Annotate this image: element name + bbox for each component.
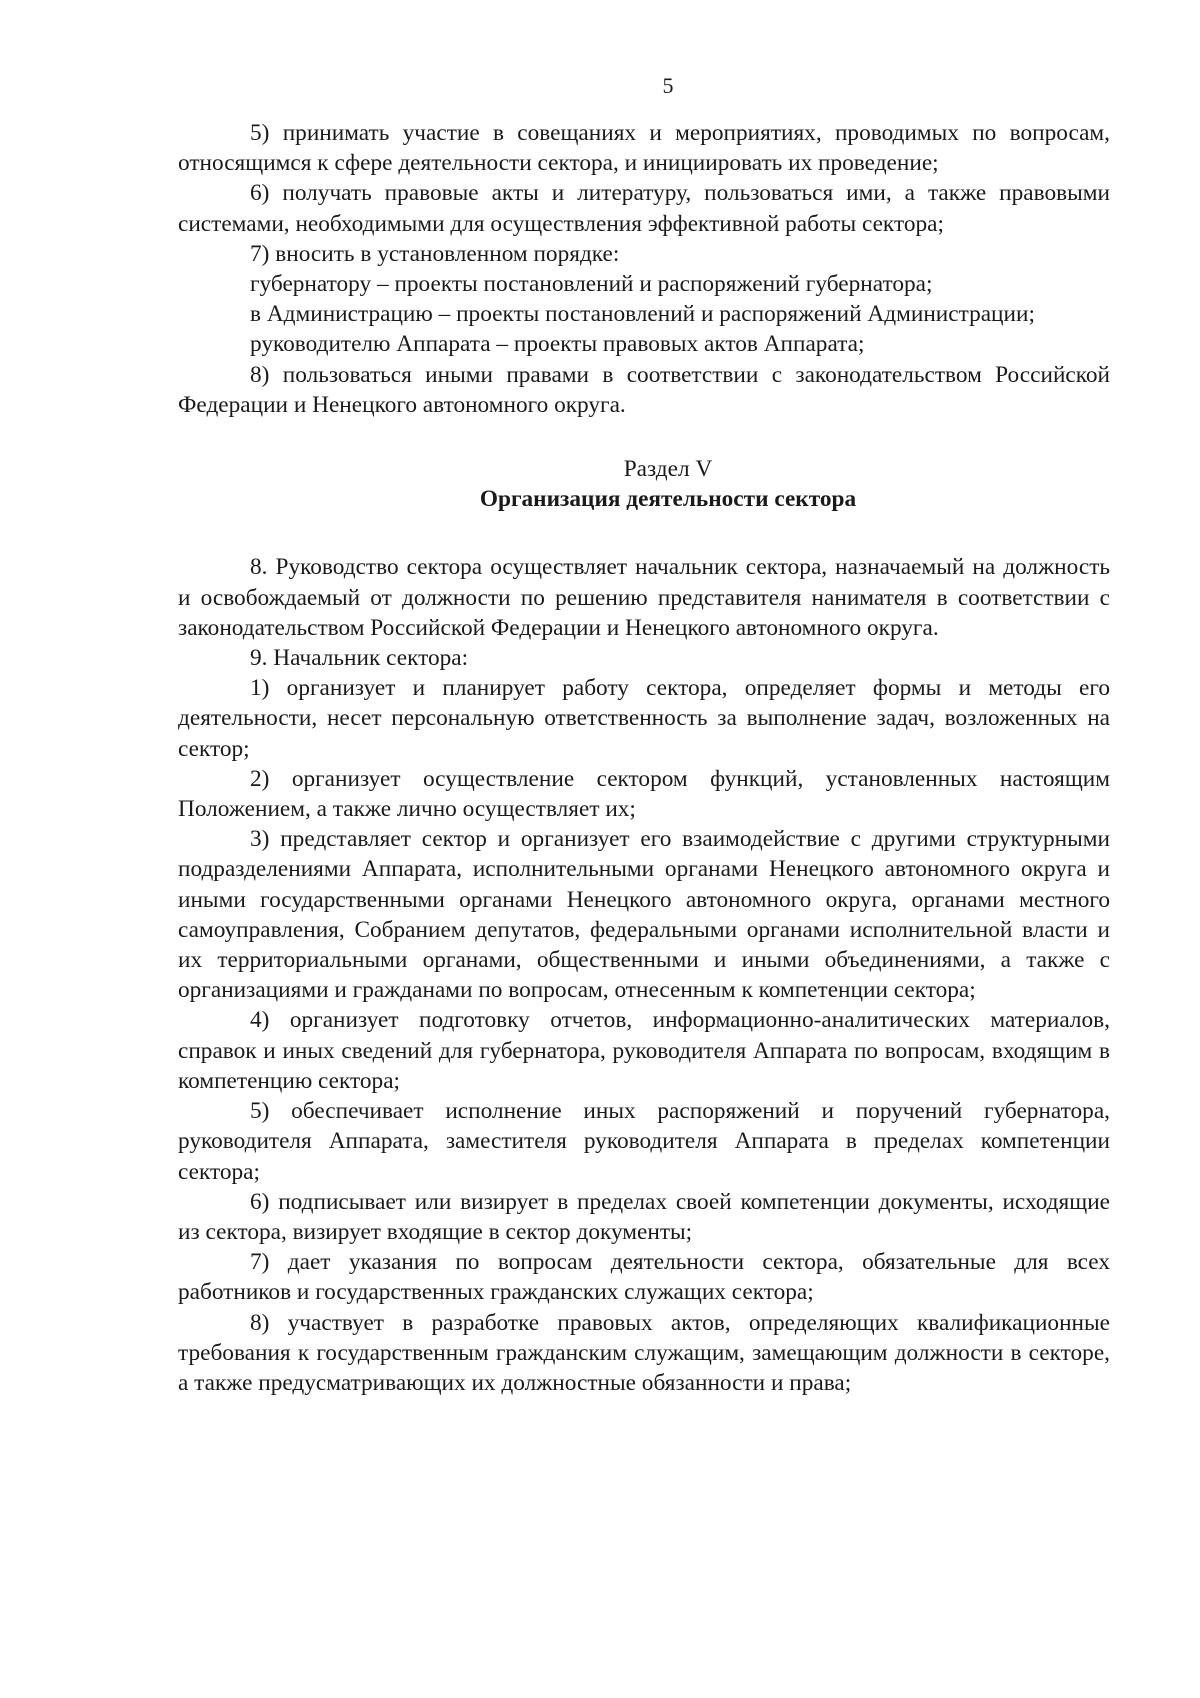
paragraph-9: 9. Начальник сектора: xyxy=(250,645,469,672)
page-number: 5 xyxy=(662,73,674,98)
paragraph-9-6: 6) подписывает или визирует в пределах своей компетенции документы, исходящие из сектора, визирует входящие в сектор документы; xyxy=(178,1188,1110,1245)
paragraph-9-4: 4) организует подготовку отчетов, информационно-аналитических материалов, справок и иных сведений для губернатора, руководителя Аппарата по вопросам, входящим в компетенцию сектора; xyxy=(178,1007,1110,1094)
section-label: Раздел V xyxy=(623,456,713,483)
paragraph-9-3: 3) представляет сектор и организует его взаимодействие с другими структурными подразделениями Аппарата, исполнительными органами Ненецкого автономного округа и иными государственными органами Ненецкого автономного округа, органами местного самоуправления, Собранием депутатов, федеральными органами исполнительной власти и их территориальными органами, общественными и иными объединениями, а также с организациями и гражданами по вопросам, отнесенным к компетенции сектора; xyxy=(178,826,1110,1004)
paragraph-rights-7-governor: губернатору – проекты постановлений и распоряжений губернатора; xyxy=(250,271,933,298)
section-title: Организация деятельности сектора xyxy=(479,486,857,513)
paragraph-rights-6: 6) получать правовые акты и литературу, пользоваться ими, а также правовыми системами, необходимыми для осуществления эффективной работы сектора; xyxy=(178,180,1110,237)
paragraph-9-8: 8) участвует в разработке правовых актов, определяющих квалификационные требования к государственным гражданским служащим, замещающим должности в секторе, а также предусматривающих их должностные обязанности и права; xyxy=(178,1309,1110,1396)
top-paragraphs xyxy=(178,118,1110,420)
paragraph-rights-8: 8) пользоваться иными правами в соответствии с законодательством Российской Федерации и Ненецкого автономного округа. xyxy=(178,361,1110,418)
paragraph-rights-5: 5) принимать участие в совещаниях и мероприятиях, проводимых по вопросам, относящимся к сфере деятельности сектора, и инициировать их проведение; xyxy=(178,120,1110,177)
paragraph-9-2: 2) организует осуществление сектором функций, установленных настоящим Положением, а также лично осуществляет их; xyxy=(178,765,1110,823)
paragraph-rights-7-administration: в Администрацию – проекты постановлений и распоряжений Администрации; xyxy=(250,301,1035,328)
paragraph-9-7: 7) дает указания по вопросам деятельности сектора, обязательные для всех работников и государственных гражданских служащих сектора; xyxy=(178,1249,1110,1306)
paragraph-8: 8. Руководство сектора осуществляет начальник сектора, назначаемый на должность и освобождаемый от должности по решению представителя нанимателя в соответствии с законодательством Российской Федерации и Ненецкого автономного округа. xyxy=(178,554,1110,641)
paragraph-9-5: 5) обеспечивает исполнение иных распоряжений и поручений губернатора, руководителя Аппарата, заместителя руководителя Аппарата в пределах компетенции сектора; xyxy=(178,1098,1110,1185)
paragraph-9-1: 1) организует и планирует работу сектора, определяет формы и методы его деятельности, несет персональную ответственность за выполнение задач, возложенных на сектор; xyxy=(178,675,1110,762)
paragraph-rights-7: 7) вносить в установленном порядке: xyxy=(250,240,620,267)
bottom-paragraphs xyxy=(178,552,1110,1398)
paragraph-rights-7-head: руководителю Аппарата – проекты правовых актов Аппарата; xyxy=(250,331,865,358)
section-heading xyxy=(178,454,1110,514)
